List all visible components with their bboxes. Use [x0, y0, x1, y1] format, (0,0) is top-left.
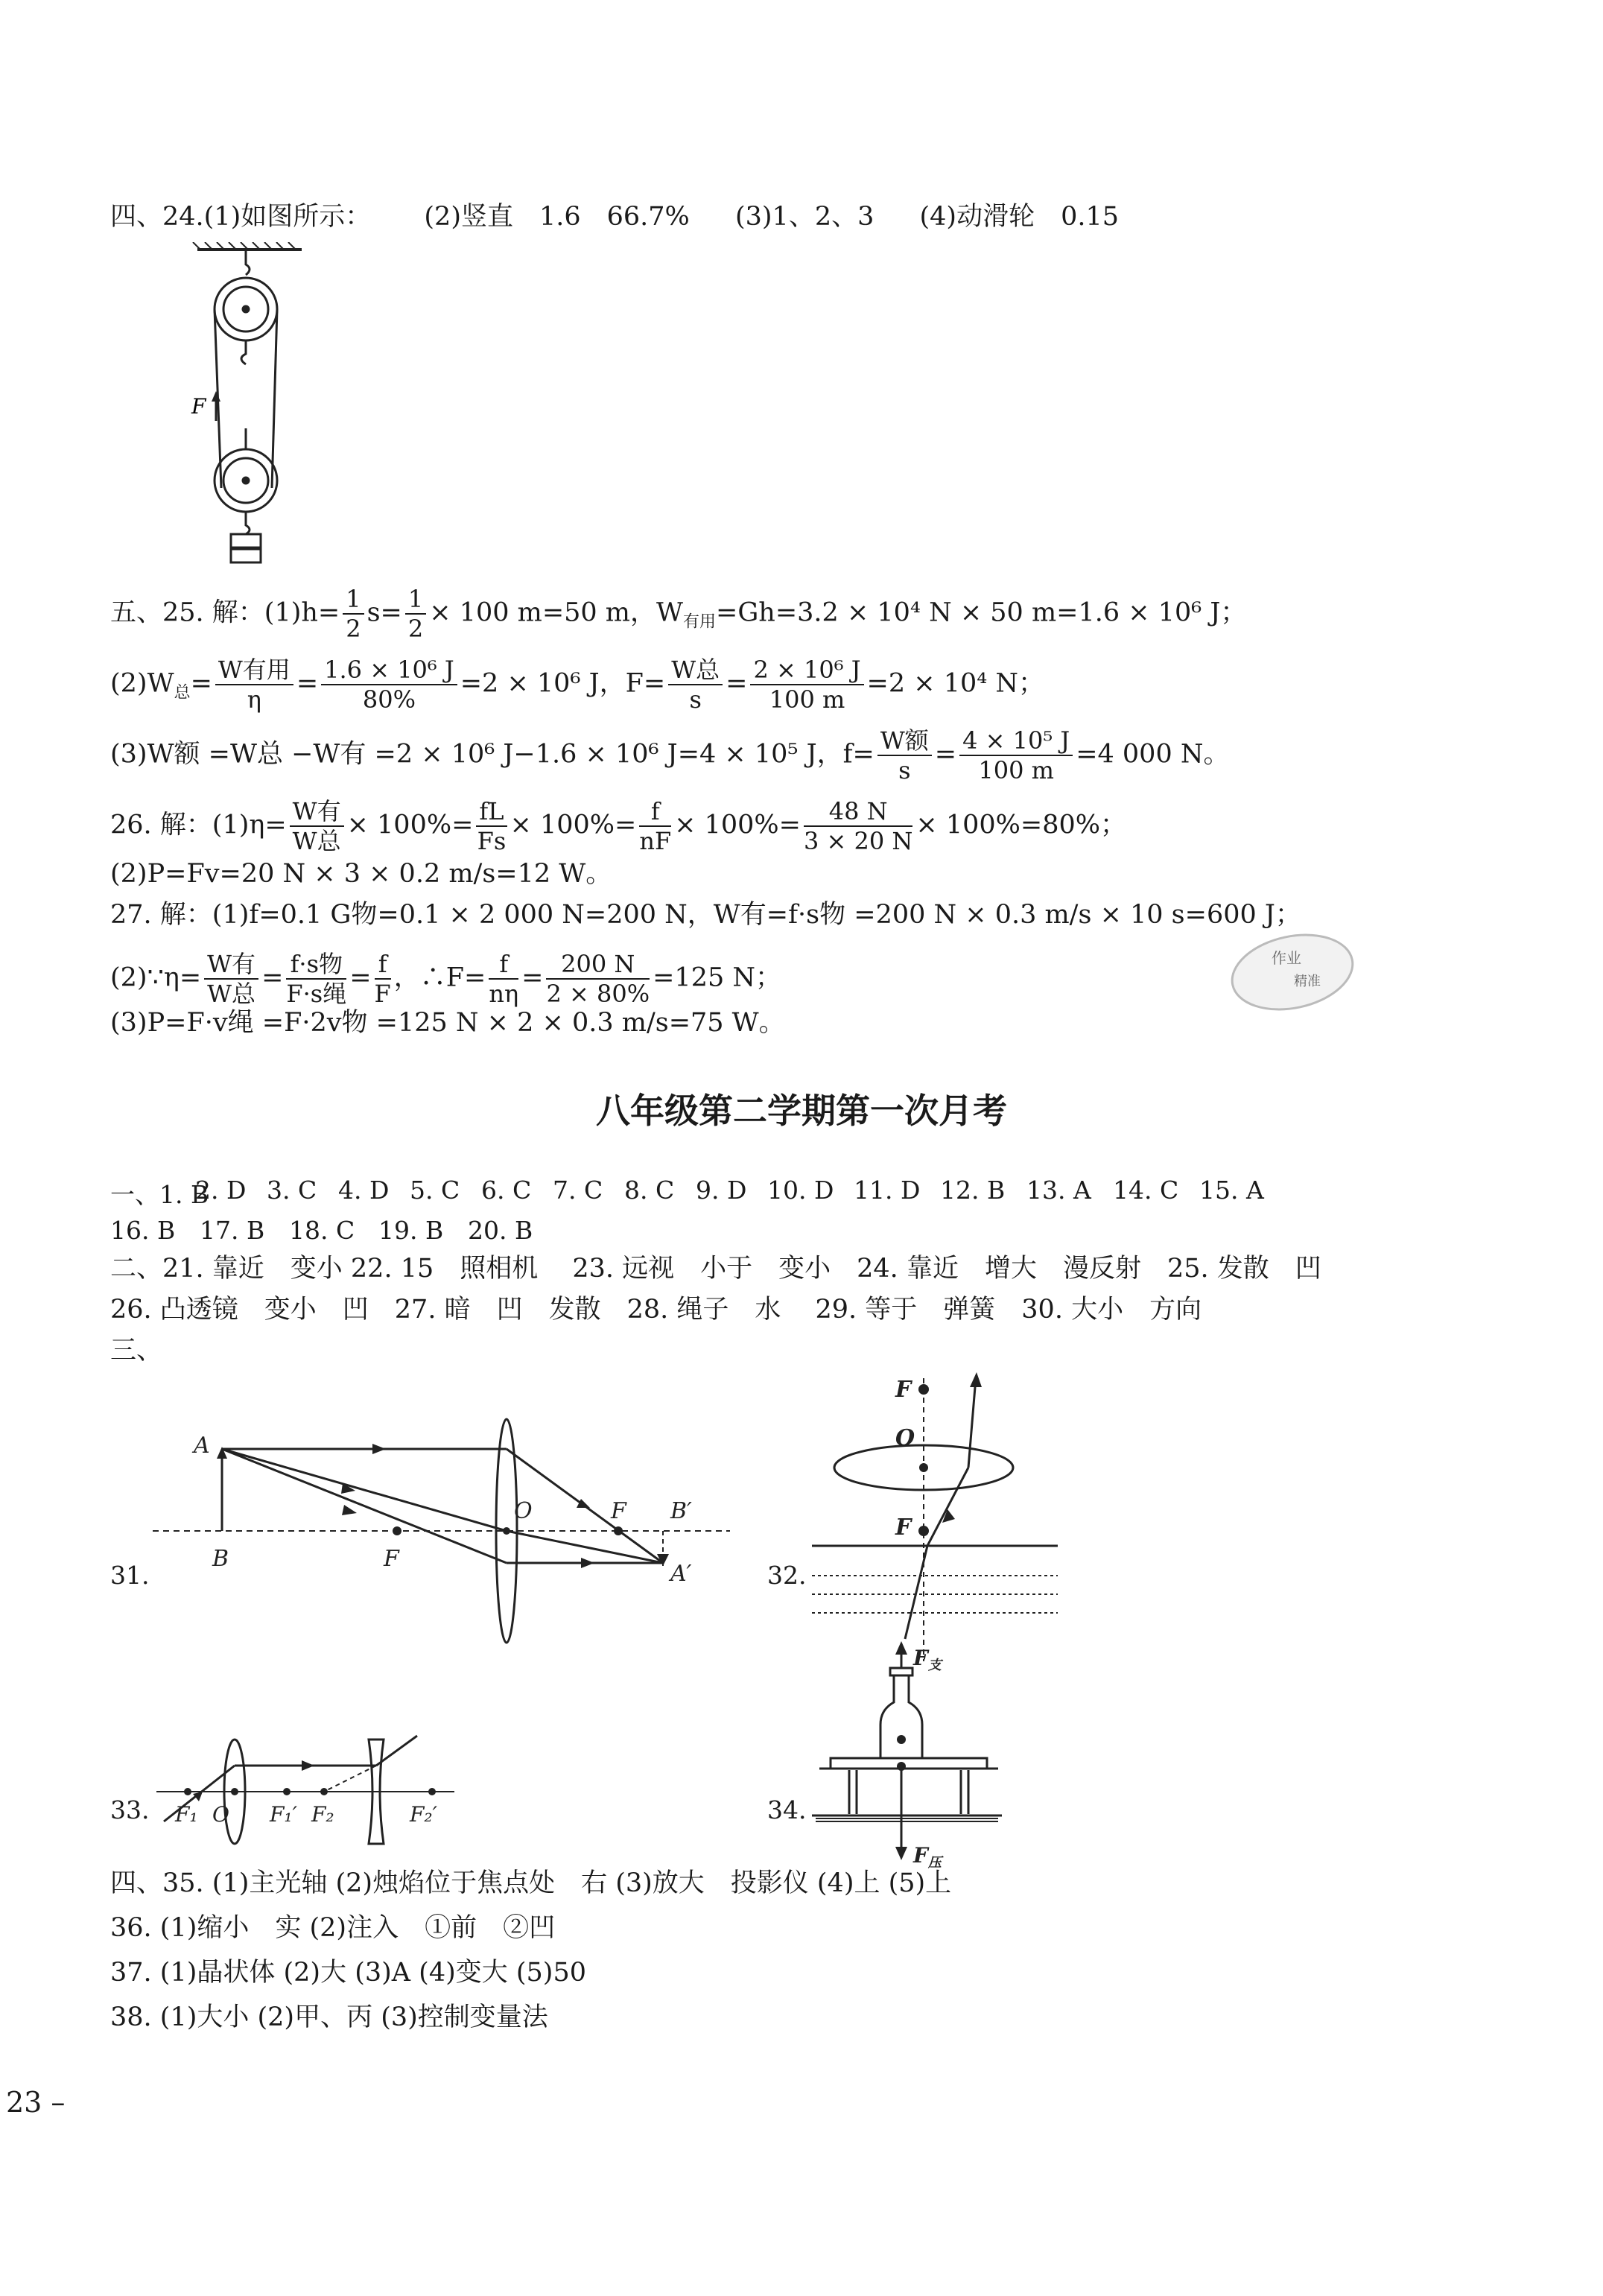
- section4-line4: 38. (1)大小 (2)甲、丙 (3)控制变量法: [110, 2002, 548, 2032]
- fraction: $\frac{\text{W有}}{\text{W总}}$: [204, 950, 258, 1008]
- fraction: $\frac{fL}{Fs}$: [477, 797, 507, 855]
- label-F1-prime: F₁′: [270, 1802, 298, 1827]
- label-F-left: F: [384, 1546, 399, 1572]
- label-F-pressure: $F_压$: [913, 1843, 942, 1870]
- fraction: $\frac{1}{2}$: [405, 585, 426, 643]
- label-F2-prime: F₂′: [410, 1802, 438, 1827]
- section4-line1: 四、35. (1)主光轴 (2)烛焰位于焦点处 右 (3)放大 投影仪 (4)上 (5)上: [110, 1868, 952, 1898]
- label-O: O: [212, 1802, 229, 1827]
- mc-answer: 11. D: [854, 1176, 921, 1205]
- fraction: $\frac{\text{W有用}}{\eta}$: [215, 656, 293, 714]
- label-F-support: $F_支$: [913, 1646, 942, 1673]
- mc-answer: 一、1. B: [110, 1180, 209, 1209]
- fill-line1: 二、21. 靠近 变小 22. 15 照相机 23. 远视 小于 变小 24. 靠近 增大 漫反射 25. 发散 凹: [110, 1254, 1321, 1284]
- fraction: $\frac{\text{f·s物}}{\text{F·s绳}}$: [286, 950, 347, 1008]
- label-F1: F₁: [175, 1802, 198, 1827]
- section4-line2: 36. (1)缩小 实 (2)注入 ①前 ②凹: [110, 1913, 556, 1943]
- q25-line1: 五、25. 解：(1)h= $\frac{1}{2}$ s= $\frac{1}{2}$ × 100 m=50 m，$W_{有用}=Gh=3.2 \times 10^4$ N × 50 m=1.6 × 10⁶ J；: [110, 585, 1247, 643]
- diagram-33-lens-system: [149, 1721, 462, 1848]
- section4-line3: 37. (1)晶状体 (2)大 (3)A (4)变大 (5)50: [110, 1958, 586, 1988]
- label-A: A: [194, 1433, 210, 1459]
- fraction: $\frac{\text{2 × 10⁶ J}}{100 m}$: [750, 656, 863, 714]
- q25-line3: (3)W额 =W总 −W有 =2 × 10⁶ J−1.6 × 10⁶ J=4 × 10⁵ J，f= $\frac{\text{W额}}{s}$ = $\frac{\text{4 × 10⁵ J}}{100 m}$ =4 000 N。: [110, 726, 1230, 784]
- label-O: O: [895, 1425, 915, 1451]
- page-title: 八年级第二学期第一次月考: [596, 1091, 1007, 1131]
- label-F2: F₂: [311, 1802, 334, 1827]
- label-A-prime: A′: [670, 1561, 692, 1587]
- fraction: $\frac{48 N}{3 \times 20 N}$: [804, 797, 913, 855]
- diagram-32-number: 32.: [767, 1561, 807, 1590]
- stamp-icon: [1225, 927, 1359, 1017]
- mc-answer: 8. C: [624, 1176, 675, 1205]
- mc-answer: 3. C: [267, 1176, 317, 1205]
- q25-line2: $(2)W_总=$ $\frac{\text{W有用}}{\eta}$ = $\frac{\text{1.6 × 10⁶ J}}{80\%}$ =2 × 10⁶ J，F= $\frac{\text{W总}}{s}$ = $\frac{\text{2 × 10⁶ J}}{100 m}$ =2 × 10⁴ N；: [110, 656, 1045, 714]
- pulley-diagram: [190, 242, 317, 570]
- fill-line2: 26. 凸透镜 变小 凹 27. 暗 凹 发散 28. 绳子 水 29. 等于 弹簧 30. 大小 方向: [110, 1295, 1202, 1325]
- mc-answer: 15. A: [1199, 1176, 1264, 1205]
- mc-answer: 9. D: [696, 1176, 747, 1205]
- mc-answer: 18. C: [289, 1216, 355, 1245]
- label-F-right: F: [611, 1498, 626, 1524]
- q26-line1: 26. 解：(1)η= $\frac{\text{W有}}{\text{W总}}$ × 100%= $\frac{fL}{Fs}$ × 100%= $\frac{f}{nF}$ × 100%= $\frac{48 N}{3 \times 20 N}$ × 100%=80%；: [110, 797, 1127, 855]
- mc-answer: 20. B: [468, 1216, 533, 1245]
- fraction: $\frac{1}{2}$: [343, 585, 364, 643]
- diagram-32-concave-lens-water: [812, 1363, 1110, 1661]
- q27-line2: (2)∵η= $\frac{\text{W有}}{\text{W总}}$ = $\frac{\text{f·s物}}{\text{F·s绳}}$ = $\frac{f}{F}$ ，∴F= $\frac{f}{n\eta}$ = $\frac{200 N}{2 \times 80\%}$ =125 N；: [110, 950, 781, 1008]
- q27-line3: (3)P=F·v绳 =F·2v物 =125 N × 2 × 0.3 m/s=75 W。: [110, 1008, 785, 1038]
- q26-line2: (2)P=Fv=20 N × 3 × 0.2 m/s=12 W。: [110, 859, 612, 889]
- stamp-line1: 作业: [1272, 949, 1301, 967]
- label-B-prime: B′: [670, 1498, 692, 1524]
- diagram-34-bottle-on-table: [812, 1635, 1058, 1870]
- mc-answer: 13. A: [1026, 1176, 1091, 1205]
- label-O: O: [514, 1498, 533, 1524]
- mc-answer: 2. D: [195, 1176, 247, 1205]
- fraction: $\frac{f}{n\eta}$: [489, 950, 519, 1008]
- mc-answer: 14. C: [1113, 1176, 1179, 1205]
- page-number: 23 –: [6, 2086, 66, 2119]
- diagram-31-convex-lens: [149, 1408, 745, 1646]
- q27-line1: 27. 解：(1)f=0.1 G物=0.1 × 2 000 N=200 N，W有=f·s物 =200 N × 0.3 m/s × 10 s=600 J；: [110, 900, 1301, 930]
- label-F-bottom: F: [895, 1515, 912, 1541]
- mc-answer: 4. D: [338, 1176, 390, 1205]
- fraction: $\frac{\text{1.6 × 10⁶ J}}{80\%}$: [321, 656, 457, 714]
- force-label: F: [191, 394, 206, 419]
- q24-line: 四、24.(1)如图所示： (2)竖直 1.6 66.7% (3)1、2、3 (4)动滑轮 0.15: [110, 202, 1120, 232]
- mc-answer: 12. B: [940, 1176, 1006, 1205]
- mc-answer: 7. C: [553, 1176, 603, 1205]
- fraction: $\frac{\text{W有}}{\text{W总}}$: [290, 797, 344, 855]
- mc-answer: 16. B: [110, 1216, 176, 1245]
- label-F-top: F: [895, 1377, 912, 1403]
- fraction: $\frac{f}{F}$: [374, 950, 391, 1008]
- label-B: B: [212, 1546, 229, 1572]
- fill-line3: 三、: [110, 1336, 163, 1366]
- diagram-33-number: 33.: [110, 1795, 150, 1824]
- diagram-31-number: 31.: [110, 1561, 150, 1590]
- fraction: $\frac{\text{W额}}{s}$: [877, 726, 932, 784]
- mc-answer: 19. B: [378, 1216, 444, 1245]
- fraction: $\frac{\text{W总}}{s}$: [668, 656, 723, 714]
- mc-answer: 5. C: [410, 1176, 460, 1205]
- fraction: $\frac{\text{4 × 10⁵ J}}{100 m}$: [959, 726, 1073, 784]
- mc-answer: 10. D: [767, 1176, 834, 1205]
- stamp-line2: 精准: [1294, 974, 1321, 989]
- mc-answer: 17. B: [200, 1216, 265, 1245]
- diagram-34-number: 34.: [767, 1795, 807, 1824]
- fraction: $\frac{f}{nF}$: [639, 797, 672, 855]
- fraction: $\frac{200 N}{2 \times 80\%}$: [546, 950, 650, 1008]
- mc-answer: 6. C: [481, 1176, 532, 1205]
